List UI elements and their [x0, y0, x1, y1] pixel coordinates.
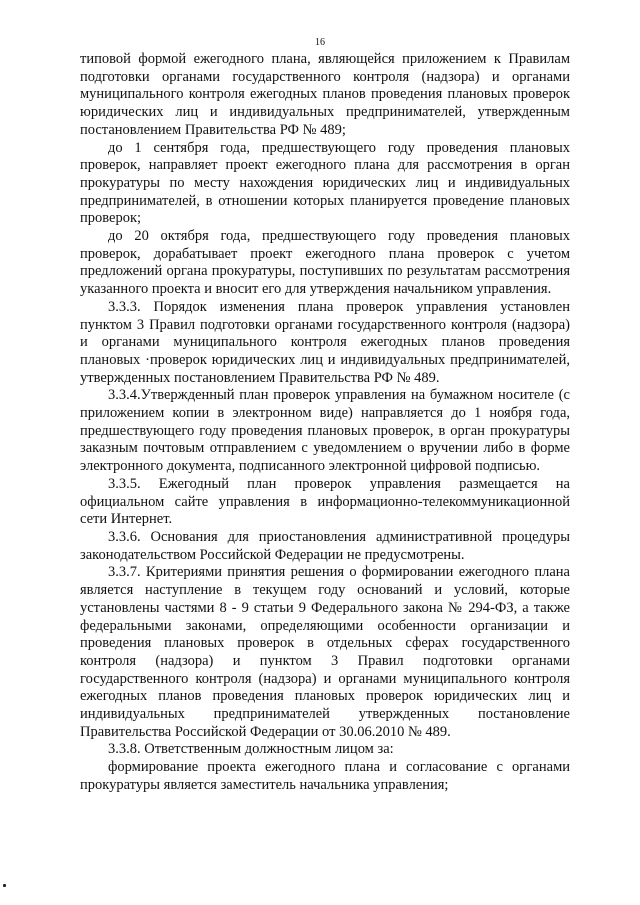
paragraph: типовой формой ежегодного плана, являющейся приложением к Правилам подготовки органами государственного контроля (надзора) и органами муниципального контроля ежегодных планов проведения плановых проверок юридических лиц и индивидуальных предпринимателей, утвержденным постановлением Правительства РФ № 489; [80, 51, 570, 138]
document-body [80, 51, 570, 795]
paragraph: до 20 октября года, предшествующего году проведения плановых проверок, дорабатывает проект ежегодного плана проверок с учетом предложений органа прокуратуры, поступивших по результатам рассмотрения указанного проекта и вносит его для утверждения начальником управления. [80, 228, 570, 298]
paragraph: 3.3.5. Ежегодный план проверок управления размещается на официальном сайте управления в информационно-телекоммуникационной сети Интернет. [80, 475, 570, 528]
paragraph: 3.3.3. Порядок изменения плана проверок управления установлен пунктом 3 Правил подготовки органами государственного контроля (надзора) и органами муниципального контроля ежегодных планов проведения плановых ·проверок юридических лиц и индивидуальных предпринимателей, утвержденных постановлением Правительства РФ № 489. [80, 298, 570, 386]
page-number: 16 [315, 37, 325, 48]
paragraph: 3.3.6. Основания для приостановления административной процедуры законодательством Российской Федерации не предусмотрены. [80, 528, 570, 563]
scan-artifact-dot [3, 884, 6, 887]
paragraph: 3.3.4.Утвержденный план проверок управления на бумажном носителе (с приложением копии в электронном виде) направляется до 1 ноября года, предшествующего году проведения плановых проверок, в орган прокуратуры заказным почтовым отправлением с уведомлением о вручении либо в форме электронного документа, подписанного электронной цифровой подписью. [80, 387, 570, 475]
paragraph: 3.3.8. Ответственным должностным лицом за: [108, 741, 394, 758]
paragraph: до 1 сентября года, предшествующего году проведения плановых проверок, направляет проект ежегодного плана для рассмотрения в орган прокуратуры по месту нахождения юридических лиц и индивидуальных предпринимателей, в отношении которых планируется проведение плановых проверок; [80, 139, 570, 227]
paragraph: формирование проекта ежегодного плана и согласование с органами прокуратуры является заместитель начальника управления; [80, 759, 570, 793]
paragraph: 3.3.7. Критериями принятия решения о формировании ежегодного плана является наступление в текущем году оснований и условий, которые установлены частями 8 - 9 статьи 9 Федерального закона № 294-ФЗ, а также федеральными законами, определяющими особенности организации и проведения плановых проверок в отдельных сферах государственного контроля (надзора) и пунктом 3 Правил подготовки органами государственного контроля (надзора) и органами муниципального контроля ежегодных планов проведения плановых проверок юридических лиц и индивидуальных предпринимателей утвержденных постановление Правительства Российской Федерации от 30.06.2010 № 489. [80, 564, 570, 740]
